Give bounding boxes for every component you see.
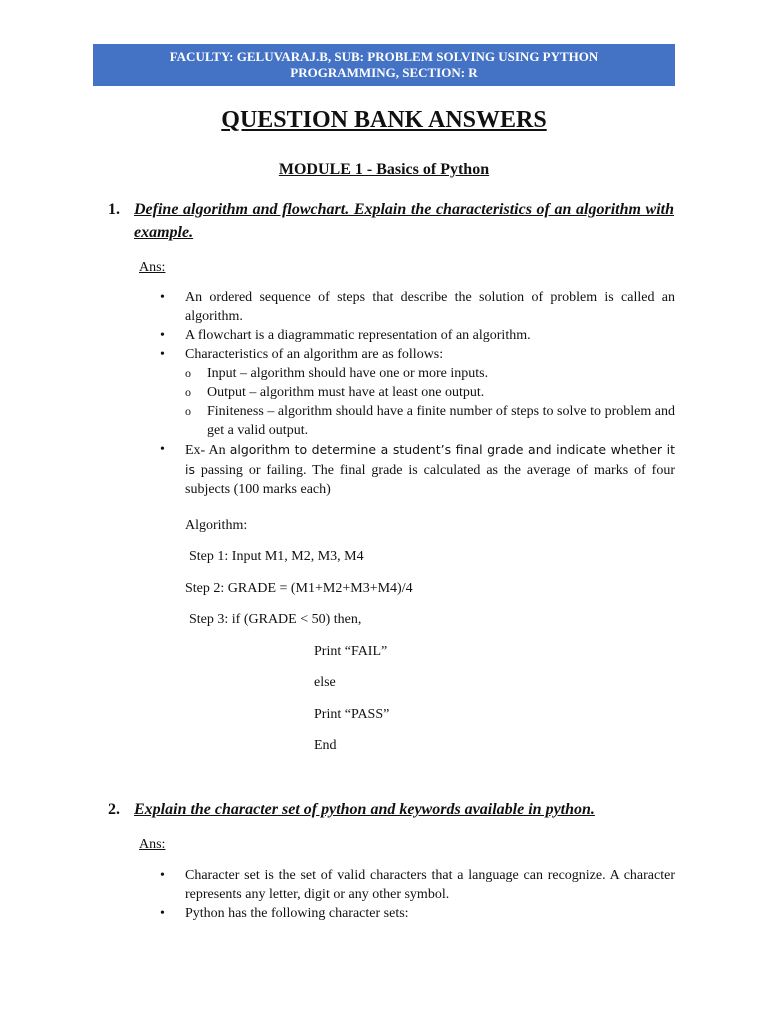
bullet-icon: • bbox=[160, 347, 165, 362]
algorithm-else: else bbox=[314, 675, 336, 690]
bullet-icon: • bbox=[160, 868, 165, 883]
characteristics-list bbox=[160, 364, 675, 440]
sub-list-item: o Finiteness – algorithm should have a finite number of steps to solve to problem and get a valid output. bbox=[185, 404, 675, 438]
circle-bullet-icon: o bbox=[185, 385, 191, 399]
list-item: • An ordered sequence of steps that describe the solution of problem is called an algorithm. bbox=[160, 290, 675, 324]
question-1-text: Define algorithm and flowchart. Explain the characteristics of an algorithm with example. bbox=[134, 201, 674, 241]
list-item: • Characteristics of an algorithm are as follows: bbox=[160, 347, 444, 362]
bullet-icon: • bbox=[160, 290, 165, 305]
header-line-1: FACULTY: GELUVARAJ.B, SUB: PROBLEM SOLVING USING PYTHON bbox=[169, 49, 599, 64]
question-2-number: 2. bbox=[108, 801, 120, 818]
header-line-2: PROGRAMMING, SECTION: R bbox=[290, 65, 478, 80]
page-title: QUESTION BANK ANSWERS bbox=[221, 107, 547, 133]
answer-1-label: Ans: bbox=[139, 260, 166, 275]
bullet-icon: • bbox=[160, 442, 165, 457]
question-1-number: 1. bbox=[108, 201, 120, 218]
algorithm-print-fail: Print “FAIL” bbox=[314, 644, 388, 659]
question-2-text: Explain the character set of python and keywords available in python. bbox=[134, 801, 595, 818]
circle-bullet-icon: o bbox=[185, 404, 191, 418]
sub-list-container bbox=[160, 364, 675, 440]
bullet-icon: • bbox=[160, 328, 165, 343]
algorithm-step-3: Step 3: if (GRADE < 50) then, bbox=[189, 612, 362, 627]
answer-2-label: Ans: bbox=[139, 837, 166, 852]
algorithm-step-2: Step 2: GRADE = (M1+M2+M3+M4)/4 bbox=[185, 581, 413, 596]
bullet-icon: • bbox=[160, 906, 165, 921]
module-heading: MODULE 1 - Basics of Python bbox=[278, 161, 490, 178]
question-2 bbox=[108, 798, 674, 821]
list-item: • A flowchart is a diagrammatic representation of an algorithm. bbox=[160, 328, 531, 343]
answer-2-bullets bbox=[160, 866, 675, 923]
algorithm-end: End bbox=[314, 738, 337, 753]
header-band bbox=[93, 44, 675, 86]
algorithm-step-1: Step 1: Input M1, M2, M3, M4 bbox=[189, 549, 364, 564]
question-1 bbox=[108, 198, 674, 244]
list-item: • Python has the following character sets: bbox=[160, 906, 409, 921]
sub-list-item: o Input – algorithm should have one or more inputs. bbox=[185, 366, 489, 381]
answer-1-bullets bbox=[160, 288, 675, 499]
list-item: • Ex- An algorithm to determine a student’s final grade and indicate whether it is passing or failing. The final grade is calculated as the average of marks of four subjects (100 marks each) bbox=[160, 442, 676, 497]
circle-bullet-icon: o bbox=[185, 366, 191, 380]
sub-list-item: o Output – algorithm must have at least one output. bbox=[185, 385, 485, 400]
algorithm-label: Algorithm: bbox=[185, 518, 248, 533]
algorithm-print-pass: Print “PASS” bbox=[314, 707, 390, 722]
list-item: • Character set is the set of valid characters that a language can recognize. A character represents any letter, digit or any other symbol. bbox=[160, 868, 675, 902]
